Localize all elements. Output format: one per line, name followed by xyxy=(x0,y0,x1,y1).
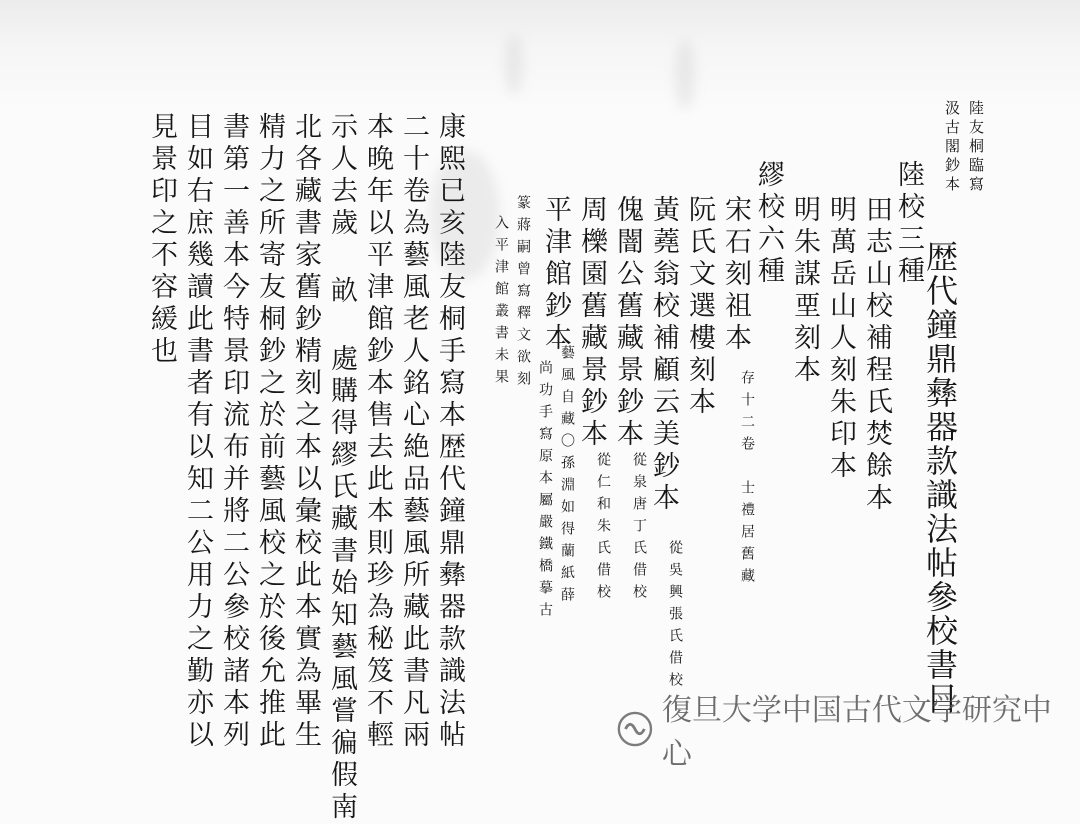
text-column: 從仁和朱氏借校 xyxy=(595,452,611,606)
text-column: 篆蔣嗣曾寫釋文欲刻 xyxy=(515,195,531,393)
text-column: 見景印之不容緩也 xyxy=(146,112,177,368)
text-column: 康熙已亥陸友桐手寫本歴代鐘鼎彝器款識法帖 xyxy=(434,112,465,752)
text-column: 傀闇公舊藏景鈔本 xyxy=(612,195,643,451)
text-column: 歴代鐘鼎彝器款識法帖參校書目 xyxy=(921,240,959,716)
text-column: 尚功手寫原本屬嚴鐵橋摹古 xyxy=(537,360,553,624)
text-column: 目如右庶幾讀此書者有以知二公用力之勤亦以 xyxy=(182,112,213,752)
text-column: 從泉唐丁氏借校 xyxy=(631,452,647,606)
text-column: 入平津館叢書未果 xyxy=(493,215,509,391)
text-column: 繆校六種 xyxy=(753,160,784,288)
text-column: 周櫟園舊藏景鈔本 xyxy=(576,195,607,451)
text-column: 藝風自藏〇孫淵如得蘭紙薛 xyxy=(559,345,575,609)
text-column: 宋石刻祖本 xyxy=(720,195,751,355)
text-column: 示人去歲 畝 處購得繆氏藏書始知藝風嘗徧假南 xyxy=(326,112,357,824)
text-column: 陸友桐臨寫 xyxy=(967,100,985,195)
text-column: 明萬岳山人刻朱印本 xyxy=(825,195,856,483)
scan-shadow xyxy=(0,0,1080,110)
text-column: 書第一善本今特景印流布并將二公參校諸本列 xyxy=(218,112,249,752)
text-column: 存十二卷 士禮居舊藏 xyxy=(739,370,755,590)
text-column: 黃蕘翁校補顧云美鈔本 xyxy=(648,195,679,515)
watermark xyxy=(616,693,1080,772)
text-column: 田志山校補程氏焚餘本 xyxy=(861,195,892,515)
text-column: 精力之所寄友桐鈔之於前藝風校之於後允推此 xyxy=(254,112,285,752)
text-column: 本晚年以平津館鈔本售去此本則珍為秘笈不輕 xyxy=(362,112,393,752)
paper-smudge xyxy=(675,40,695,110)
text-column: 阮氏文選樓刻本 xyxy=(684,195,715,419)
text-column: 汲古閣鈔本 xyxy=(943,100,961,195)
text-column: 明朱謀垔刻本 xyxy=(789,195,820,387)
paper-smudge xyxy=(505,35,523,95)
text-column: 從吳興張氏借校 xyxy=(667,540,683,694)
text-column: 平津館鈔本 xyxy=(540,195,571,355)
text-column: 北各藏書家舊鈔精刻之本以彙校此本實為畢生 xyxy=(290,112,321,752)
wechat-channel-icon xyxy=(616,710,654,748)
watermark-text: 復旦大学中国古代文学研究中心 xyxy=(661,693,1052,772)
text-column: 陸校三種 xyxy=(893,160,924,288)
text-column: 二十卷為藝風老人銘心絶品藝風所藏此書凡兩 xyxy=(398,112,429,752)
